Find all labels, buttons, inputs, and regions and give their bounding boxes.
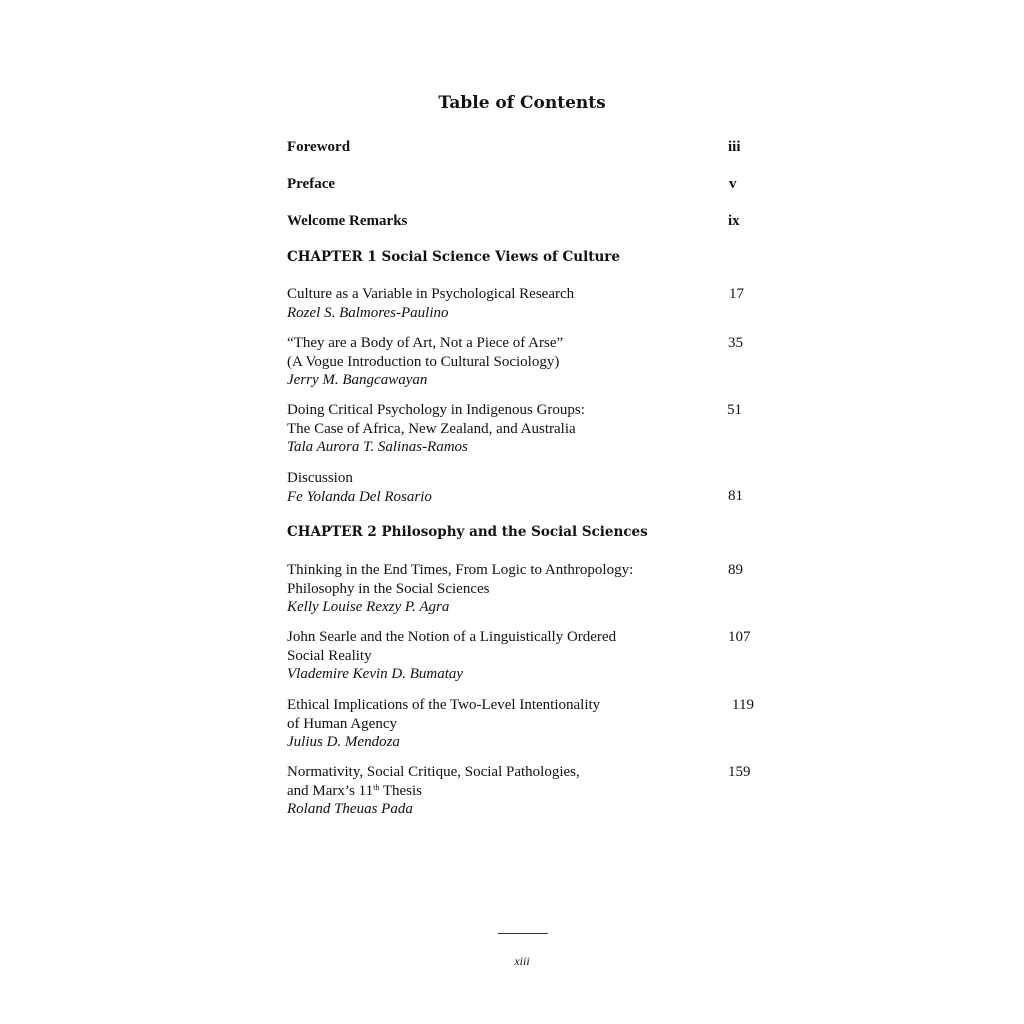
toc-entry [287,401,647,457]
toc-entry-foreword [287,138,647,157]
page-number: 51 [727,402,742,418]
entry-title-line-2: (A Vogue Introduction to Cultural Sociology) [287,353,560,370]
entry-title: Thinking in the End Times, From Logic to Anthropology: [287,562,634,578]
entry-author: Rozel S. Balmores-Paulino [287,304,449,321]
entry-title: Discussion [287,470,353,486]
page-title: Table of Contents [438,93,606,113]
entry-title: Ethical Implications of the Two-Level Intentionality [287,697,601,713]
entry-title: “They are a Body of Art, Not a Piece of Arse” [287,335,564,351]
page-number: 17 [729,286,744,302]
entry-title: Culture as a Variable in Psychological Research [287,286,575,302]
entry-author: Julius D. Mendoza [287,734,400,750]
entry-author: Fe Yolanda Del Rosario [287,488,432,505]
entry-title-line-2: Philosophy in the Social Sciences [287,580,490,597]
chapter-heading: CHAPTER 1 Social Science Views of Culture [287,249,620,265]
entry-title-line-2 [287,782,647,801]
page-number: 159 [728,764,751,780]
entry-title-text: Thesis [379,782,422,799]
toc-entry [287,334,647,390]
page-number: v [729,176,737,192]
entry-title-line-2: The Case of Africa, New Zealand, and Australia [287,420,576,437]
page-number: 81 [728,488,743,504]
page-number: iii [728,139,741,155]
toc-entry-welcome-remarks [287,212,647,231]
footer-rule [498,933,548,934]
toc-entry [287,628,647,684]
entry-title-line-2: of Human Agency [287,715,397,732]
entry-author: Tala Aurora T. Salinas-Ramos [287,439,468,455]
entry-author: Vlademire Kevin D. Bumatay [287,666,464,682]
chapter-heading: CHAPTER 2 Philosophy and the Social Sciences [287,524,648,540]
toc-entry [287,763,647,819]
toc-entry [287,469,647,506]
footer-page-number: xiii [514,954,530,968]
toc-entry [287,696,647,752]
entry-title: Welcome Remarks [287,213,408,229]
entry-title: Normativity, Social Critique, Social Pathologies, [287,764,580,780]
entry-title: Foreword [287,139,351,155]
toc-entry [287,285,647,322]
page-number: 107 [728,629,751,645]
entry-title-text: and Marx’s 11 [287,782,374,799]
entry-author: Kelly Louise Rexzy P. Agra [287,599,450,615]
entry-title: Doing Critical Psychology in Indigenous Groups: [287,402,585,418]
page-number: 89 [728,562,743,578]
ordinal-suffix: th [373,782,380,792]
entry-title: John Searle and the Notion of a Linguistically Ordered [287,629,617,645]
toc-entry-preface [287,175,647,194]
page-number: 119 [732,697,754,713]
toc-entry [287,561,647,617]
entry-title-line-2: Social Reality [287,647,372,664]
entry-title: Preface [287,176,336,192]
page-number: ix [728,213,740,229]
page-number: 35 [728,335,743,351]
entry-author: Roland Theuas Pada [287,801,413,817]
entry-author: Jerry M. Bangcawayan [287,372,428,388]
